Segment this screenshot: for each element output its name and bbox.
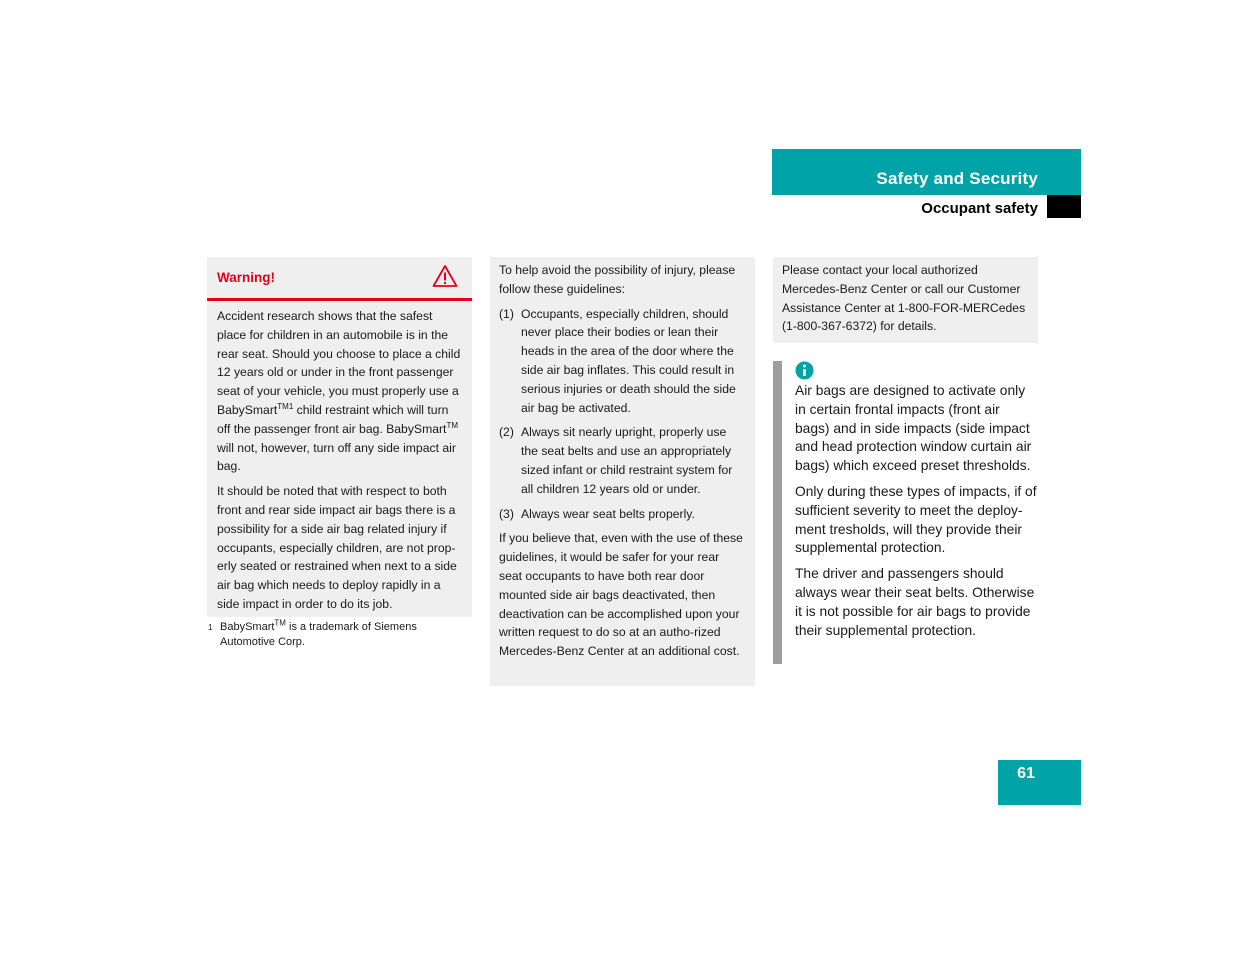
guidelines-intro: To help avoid the possibility of injury, please follow these guidelines: [499, 263, 736, 296]
footnote [207, 620, 472, 650]
section-header-bar [772, 149, 1081, 195]
list-item: (1) Occupants, especially children, should never place their bodies or lean their heads in the area of the door where the side air bag inflates. This could result in serious injuries or death should the side air bag be activated. [499, 306, 736, 415]
warning-paragraph: Accident research shows that the safest place for children in an automobile is in the rear seat. Should you choose to place a child 12 years old or under in the front passenger seat of your vehicle, you must properly use a BabySmart$^{TM1}$ child restraint which will turn off the passenger front air bag. BabySmart™ will not, however, turn off any side impact air bag. [217, 309, 461, 474]
guidelines-box [490, 257, 755, 686]
warning-box [207, 257, 472, 617]
list-item: (3) Always wear seat belts properly. [499, 506, 695, 521]
info-paragraph: Air bags are designed to activate only in certain frontal impacts (front air bags) and in side impacts (side impact and head protection window curtain air bags) which exceed preset thresholds. [795, 383, 1032, 474]
footnote-mark: 1 [208, 623, 213, 632]
page-number-box [998, 760, 1081, 805]
info-paragraph: Only during these types of impacts, if of sufficient severity to meet the deploy-ment tresholds, will they provide their supplemental protection. [795, 483, 1037, 556]
warning-label: Warning! [217, 270, 275, 285]
contact-box [773, 257, 1038, 343]
info-sidebar [773, 361, 782, 664]
contact-text: Please contact your local authorized Mercedes-Benz Center or call our Customer Assistance Center at 1-800-FOR-MERCedes (1-800-367-6372) for details. [782, 263, 1026, 334]
info-icon [795, 361, 814, 380]
guidelines-closing: If you believe that, even with the use of these guidelines, it would be safer for your rear seat occupants to have both rear door mounted side air bags deactivated, then deactivation can be accomplished upon your written request to do so at an autho-rized Mercedes-Benz Center at an additional cost. [499, 531, 743, 659]
list-item: (2) Always sit nearly upright, properly use the seat belts and use an appropriately sized infant or child restraint system for all children 12 years old or under. [499, 425, 733, 496]
page-number: 61 [1017, 765, 1035, 782]
subsection-title: Occupant safety [921, 200, 1038, 217]
warning-triangle-icon [432, 264, 458, 288]
warning-paragraph: It should be noted that with respect to both front and rear side impact air bags there is a possibility for a side air bag related injury if occupants, especially children, are not prop-erly seated or restrained when next to a side air bag which needs to deploy rapidly in a side impact in order to do its job. [217, 484, 457, 611]
info-text [795, 382, 1038, 647]
section-title: Safety and Security [876, 169, 1038, 188]
thumb-tab-marker [1047, 195, 1081, 218]
warning-header [207, 257, 472, 301]
footnote-text: BabySmart™ is a trademark of Siemens Automotive Corp. [220, 618, 417, 648]
info-paragraph: The driver and passengers should always wear their seat belts. Otherwise it is not possible for air bags to provide their supplemental protection. [795, 566, 1035, 638]
info-note [773, 361, 1038, 664]
warning-body [207, 301, 472, 614]
guidelines-list [499, 305, 745, 524]
